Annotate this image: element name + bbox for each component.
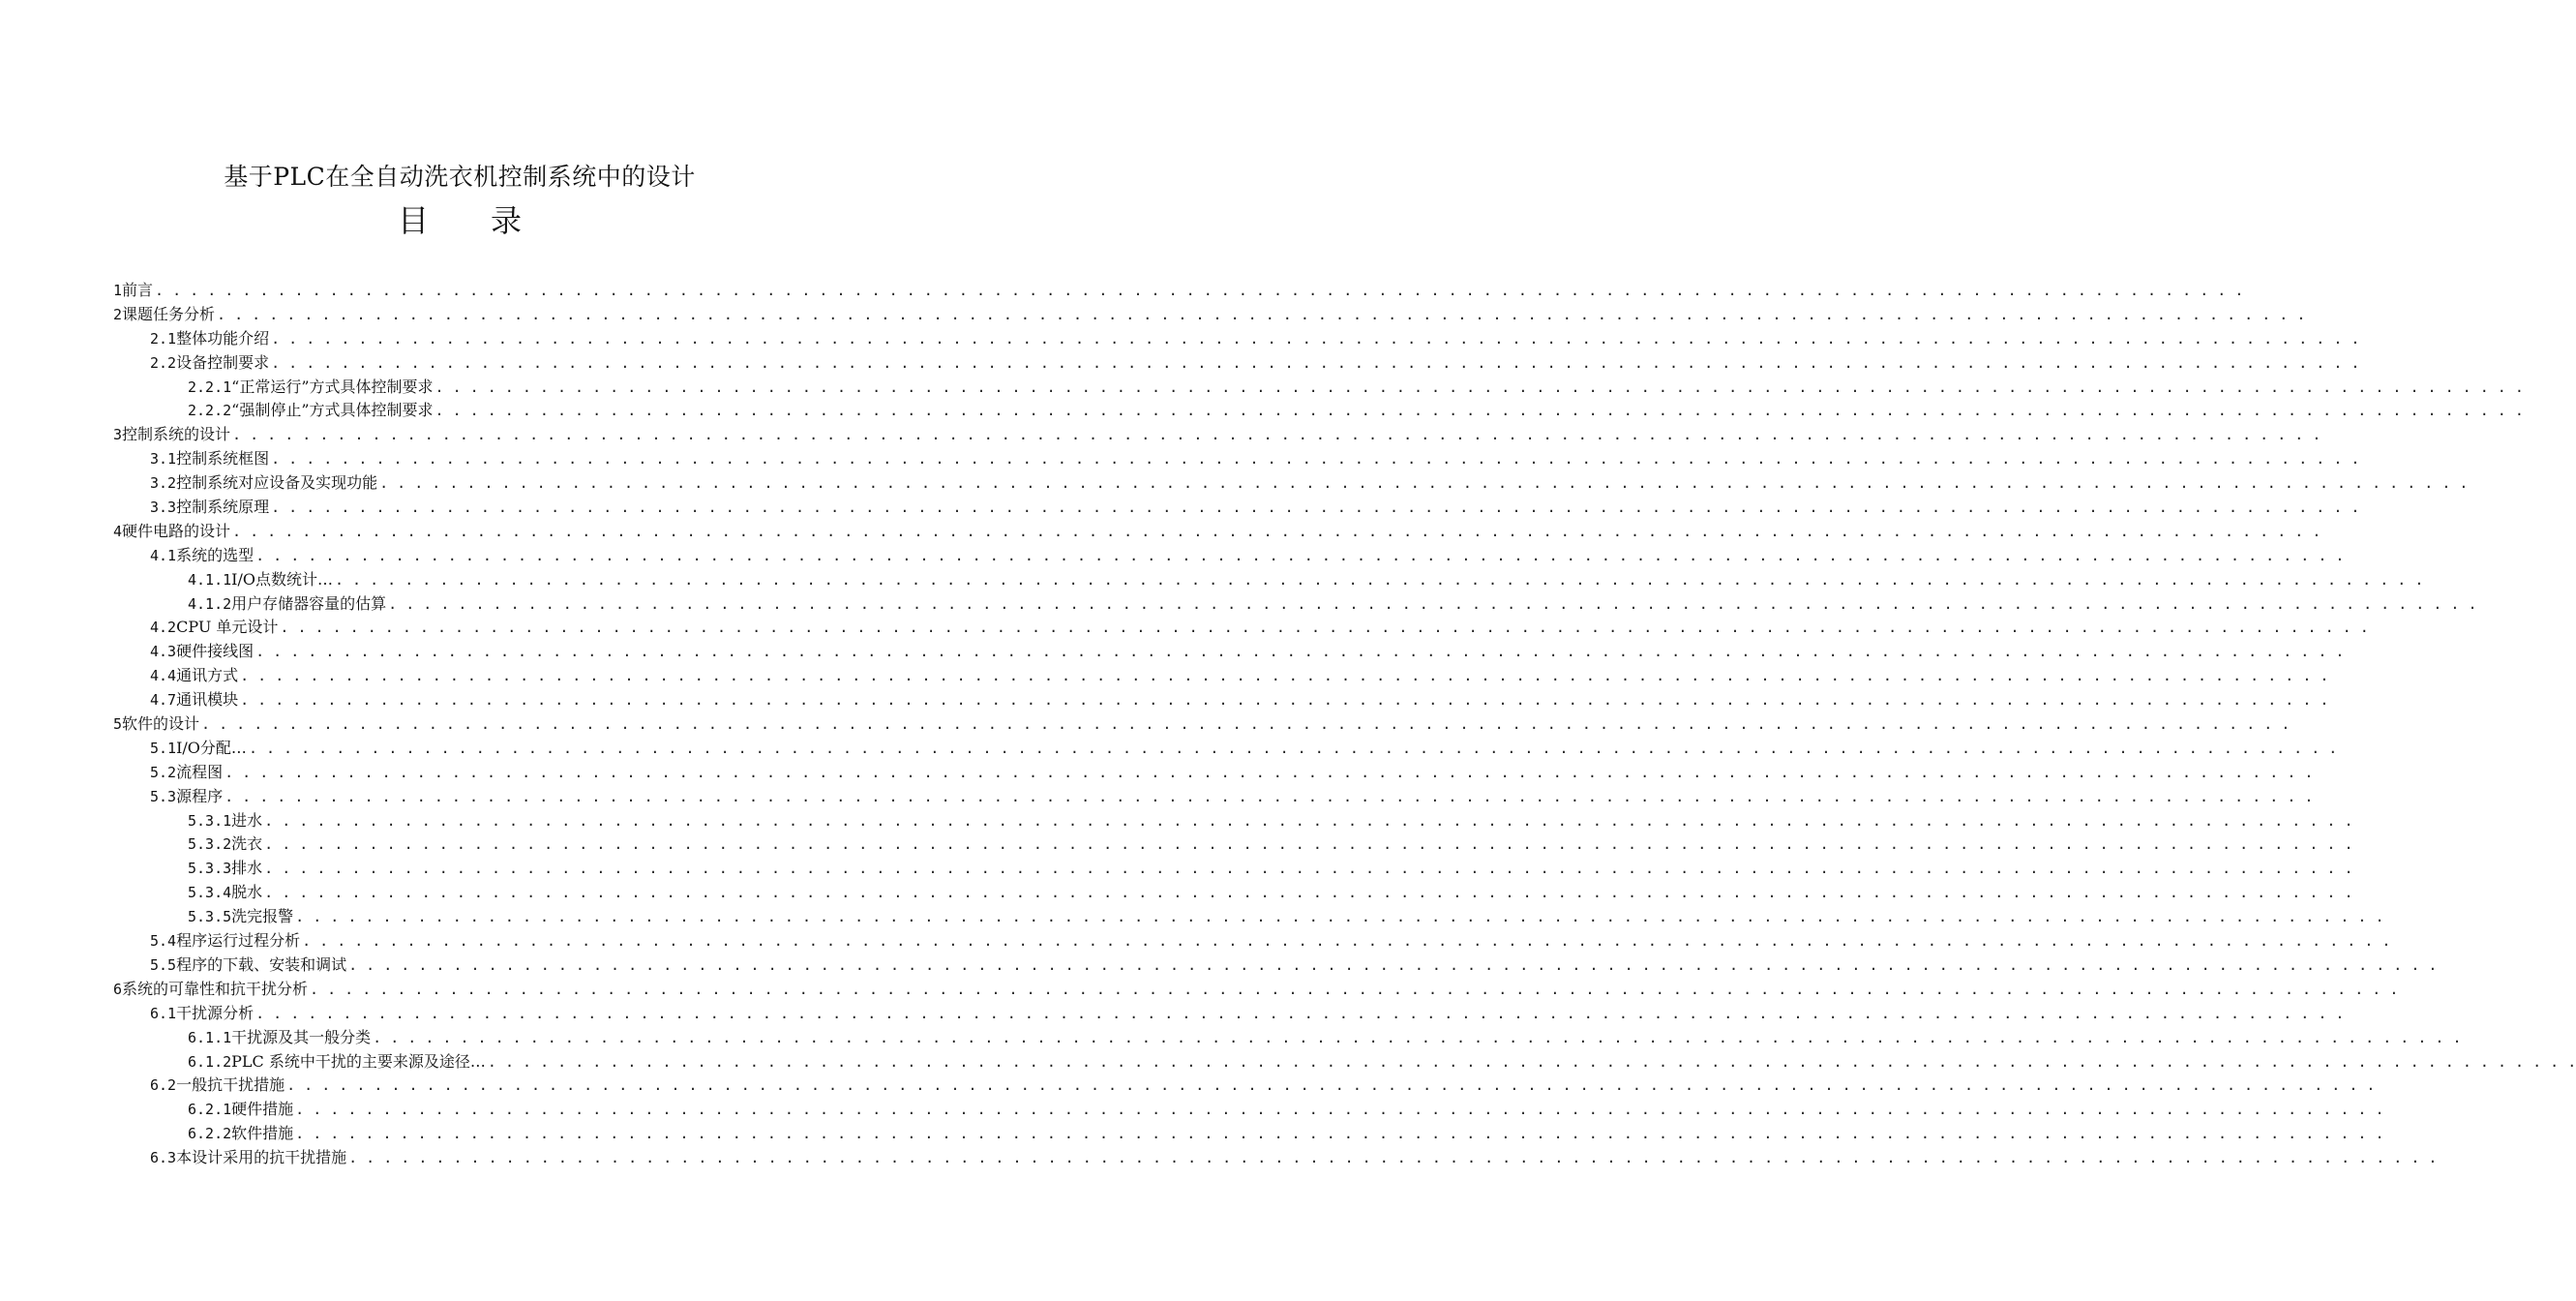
- toc-entry-number: 6.2.2: [188, 1125, 232, 1143]
- toc-dot-leader: . . . . . . . . . . . . . . . . . . . . . . . . . . . . . . . . . . . . . . . . . . . . . . . . . . . . . . . . . . . . . . . . . . . . . . . . . . . . . . . . . . . . . . . . . . . . . . . . . . . . . . . . . . . . . . . . . . . . . . . .: [264, 811, 2353, 830]
- toc-entry-number: 2.1: [150, 329, 177, 348]
- toc-dot-leader: . . . . . . . . . . . . . . . . . . . . . . . . . . . . . . . . . . . . . . . . . . . . . . . . . . . . . . . . . . . . . . . . . . . . . . . . . . . . . . . . . . . . . . . . . . . . . . . . . . . . . . . . . . . . . . . . . . . . . . . .: [225, 787, 2314, 805]
- toc-entry-number: 5.3.4: [188, 884, 232, 902]
- toc-dot-leader: . . . . . . . . . . . . . . . . . . . . . . . . . . . . . . . . . . . . . . . . . . . . . . . . . . . . . . . . . . . . . . . . . . . . . . . . . . . . . . . . . . . . . . . . . . . . . . . . . . . . . . . . . . . . . . . . . . . . . . . .: [295, 1125, 2384, 1143]
- toc-entry-title: “强制停止”方式具体控制要求: [231, 401, 434, 420]
- toc-entry[interactable]: [0, 496, 2360, 520]
- toc-dot-leader: . . . . . . . . . . . . . . . . . . . . . . . . . . . . . . . . . . . . . . . . . . . . . . . . . . . . . . . . . . . . . . . . . . . . . . . . . . . . . . . . . . . . . . . . . . . . . . . . . . . . . . . . . . . . . . . . . . . . . . . .: [232, 522, 2321, 540]
- toc-dot-leader: . . . . . . . . . . . . . . . . . . . . . . . . . . . . . . . . . . . . . . . . . . . . . . . . . . . . . . . . . . . . . . . . . . . . . . . . . . . . . . . . . . . . . . . . . . . . . . . . . . . . . . . . . . . . . . . . . . . . . . . .: [255, 546, 2345, 564]
- toc-entry-title: 控制系统的设计: [122, 425, 231, 444]
- toc-entry-title: 程序的下载、安装和调试: [176, 954, 347, 974]
- toc-entry[interactable]: [0, 857, 2353, 881]
- toc-entry-title: 控制系统框图: [176, 449, 270, 469]
- toc-entry[interactable]: [0, 423, 2321, 447]
- toc-entry-title: “正常运行”方式具体控制要求: [231, 377, 434, 396]
- toc-entry-number: 3.1: [150, 450, 177, 469]
- toc-entry-title: 硬件措施: [231, 1100, 294, 1119]
- toc-entry[interactable]: [0, 664, 2329, 688]
- toc-entry-number: 5.3.3: [188, 860, 232, 878]
- toc-entry-number: 4.2: [150, 619, 177, 637]
- toc-entry-number: 5.3.1: [188, 811, 232, 830]
- toc-entry-title: 源程序: [176, 786, 224, 805]
- toc-entry[interactable]: [0, 761, 2314, 785]
- toc-entry-number: 4.3: [150, 643, 177, 661]
- toc-entry[interactable]: [0, 737, 2338, 761]
- toc-entry-number: 5.3: [150, 787, 177, 805]
- toc-entry-number: 3.2: [150, 474, 177, 493]
- toc-entry-title: 一般抗干扰措施: [176, 1075, 285, 1095]
- table-of-contents: [0, 279, 2576, 1170]
- toc-entry-title: 系统的可靠性和抗干扰分析: [122, 979, 309, 998]
- toc-entry-title: 软件措施: [231, 1124, 294, 1143]
- toc-entry[interactable]: [0, 544, 2345, 568]
- toc-entry-number: 2.2.2: [188, 402, 232, 420]
- toc-entry-title: 硬件接线图: [176, 642, 255, 661]
- toc-dot-leader: . . . . . . . . . . . . . . . . . . . . . . . . . . . . . . . . . . . . . . . . . . . . . . . . . . . . . . . . . . . . . . . . . . . . . . . . . . . . . . . . . . . . . . . . . . . . . . . . . . . . . . . . . . . . . . . . . . . . . . . .: [434, 378, 2524, 396]
- toc-entry[interactable]: [0, 1146, 2438, 1170]
- toc-entry-number: 6.2.1: [188, 1101, 232, 1119]
- toc-entry-title: 通讯方式: [176, 666, 239, 685]
- toc-entry[interactable]: [0, 1050, 2576, 1074]
- toc-entry[interactable]: [0, 1002, 2345, 1026]
- toc-dot-leader: . . . . . . . . . . . . . . . . . . . . . . . . . . . . . . . . . . . . . . . . . . . . . . . . . . . . . . . . . . . . . . . . . . . . . . . . . . . . . . . . . . . . . . . . . . . . . . . . . . . . . . . . . . . . . . . . . . . . . . . .: [248, 739, 2338, 757]
- toc-entry[interactable]: [0, 592, 2477, 617]
- toc-entry-title: 脱水: [231, 883, 263, 902]
- toc-entry[interactable]: [0, 568, 2424, 592]
- toc-entry-number: 6.1.2: [188, 1052, 232, 1071]
- toc-entry[interactable]: [0, 303, 2306, 327]
- toc-entry-number: 2.2: [150, 353, 177, 372]
- toc-dot-leader: . . . . . . . . . . . . . . . . . . . . . . . . . . . . . . . . . . . . . . . . . . . . . . . . . . . . . . . . . . . . . . . . . . . . . . . . . . . . . . . . . . . . . . . . . . . . . . . . . . . . . . . . . . . . . . . . . . . . . . . .: [379, 474, 2469, 493]
- toc-entry-number: 3: [113, 426, 123, 444]
- toc-entry[interactable]: [0, 688, 2329, 712]
- toc-entry-title: 设备控制要求: [176, 352, 270, 372]
- toc-dot-leader: . . . . . . . . . . . . . . . . . . . . . . . . . . . . . . . . . . . . . . . . . . . . . . . . . . . . . . . . . . . . . . . . . . . . . . . . . . . . . . . . . . . . . . . . . . . . . . . . . . . . . . . . . . . . . . . . . . . . . . . .: [201, 715, 2291, 734]
- toc-entry-number: 2.2.1: [188, 378, 232, 396]
- toc-dot-leader: . . . . . . . . . . . . . . . . . . . . . . . . . . . . . . . . . . . . . . . . . . . . . . . . . . . . . . . . . . . . . . . . . . . . . . . . . . . . . . . . . . . . . . . . . . . . . . . . . . . . . . . . . . . . . . . . . . . . . . . .: [271, 450, 2360, 469]
- toc-entry-number: 5.1: [150, 739, 177, 757]
- toc-entry-number: 4: [113, 522, 123, 540]
- toc-heading-char-2: 录: [491, 202, 523, 239]
- toc-entry[interactable]: [0, 279, 2244, 303]
- toc-dot-leader: . . . . . . . . . . . . . . . . . . . . . . . . . . . . . . . . . . . . . . . . . . . . . . . . . . . . . . . . . . . . . . . . . . . . . . . . . . . . . . . . . . . . . . . . . . . . . . . . . . . . . . . . . . . . . . . . . . . . . . . .: [348, 955, 2438, 974]
- toc-entry-title: 进水: [231, 810, 263, 830]
- toc-entry[interactable]: [0, 881, 2353, 905]
- toc-entry-title: I/O点数统计…: [231, 569, 333, 589]
- toc-entry-number: 5.3.2: [188, 835, 232, 854]
- toc-dot-leader: . . . . . . . . . . . . . . . . . . . . . . . . . . . . . . . . . . . . . . . . . . . . . . . . . . . . . . . . . . . . . . . . . . . . . . . . . . . . . . . . . . . . . . . . . . . . . . . . . . . . . . . . . . . . . . . . . . . . . . . .: [271, 329, 2360, 348]
- toc-dot-leader: . . . . . . . . . . . . . . . . . . . . . . . . . . . . . . . . . . . . . . . . . . . . . . . . . . . . . . . . . . . . . . . . . . . . . . . . . . . . . . . . . . . . . . . . . . . . . . . . . . . . . . . . . . . . . . . . . . . . . . . .: [302, 932, 2391, 951]
- toc-dot-leader: . . . . . . . . . . . . . . . . . . . . . . . . . . . . . . . . . . . . . . . . . . . . . . . . . . . . . . . . . . . . . . . . . . . . . . . . . . . . . . . . . . . . . . . . . . . . . . . . . . . . . . . . . . . . . . . . . . . . . . . .: [280, 619, 2369, 637]
- toc-entry[interactable]: [0, 640, 2345, 664]
- toc-entry[interactable]: [0, 447, 2360, 471]
- toc-entry-title: CPU 单元设计: [176, 618, 279, 637]
- toc-dot-leader: . . . . . . . . . . . . . . . . . . . . . . . . . . . . . . . . . . . . . . . . . . . . . . . . . . . . . . . . . . . . . . . . . . . . . . . . . . . . . . . . . . . . . . . . . . . . . . . . . . . . . . . . . . . . . . . . . . . . . . . .: [240, 691, 2329, 710]
- toc-entry-number: 5: [113, 715, 123, 734]
- toc-entry-title: 干扰源及其一般分类: [231, 1027, 372, 1046]
- toc-entry[interactable]: [0, 832, 2353, 857]
- toc-entry[interactable]: [0, 809, 2353, 833]
- toc-entry-number: 6.3: [150, 1149, 177, 1167]
- toc-entry[interactable]: [0, 327, 2360, 351]
- toc-entry[interactable]: [0, 1098, 2384, 1122]
- toc-dot-leader: . . . . . . . . . . . . . . . . . . . . . . . . . . . . . . . . . . . . . . . . . . . . . . . . . . . . . . . . . . . . . . . . . . . . . . . . . . . . . . . . . . . . . . . . . . . . . . . . . . . . . . . . . . . . . . . . . . . . . . . .: [232, 426, 2321, 444]
- toc-dot-leader: . . . . . . . . . . . . . . . . . . . . . . . . . . . . . . . . . . . . . . . . . . . . . . . . . . . . . . . . . . . . . . . . . . . . . . . . . . . . . . . . . . . . . . . . . . . . . . . . . . . . . . . . . . . . . . . . . . . . . . . .: [255, 1004, 2345, 1022]
- toc-entry-number: 1: [113, 282, 123, 299]
- toc-dot-leader: . . . . . . . . . . . . . . . . . . . . . . . . . . . . . . . . . . . . . . . . . . . . . . . . . . . . . . . . . . . . . . . . . . . . . . . . . . . . . . . . . . . . . . . . . . . . . . . . . . . . . . . . . . . . . . . . . . . . . . . .: [255, 643, 2345, 661]
- toc-entry-title: I/O分配…: [176, 738, 247, 757]
- toc-entry[interactable]: [0, 616, 2369, 640]
- toc-entry-number: 6: [113, 980, 123, 998]
- toc-entry-title: 通讯模块: [176, 690, 239, 710]
- toc-entry-title: 排水: [231, 859, 263, 878]
- toc-entry[interactable]: [0, 471, 2469, 496]
- toc-entry-title: 整体功能介绍: [176, 328, 270, 348]
- toc-dot-leader: . . . . . . . . . . . . . . . . . . . . . . . . . . . . . . . . . . . . . . . . . . . . . . . . . . . . . . . . . . . . . . . . . . . . . . . . . . . . . . . . . . . . . . . . . . . . . . . . . . . . . . . . . . . . . . . . . . . . . . . .: [348, 1149, 2438, 1167]
- toc-entry-number: 4.4: [150, 667, 177, 685]
- toc-dot-leader: . . . . . . . . . . . . . . . . . . . . . . . . . . . . . . . . . . . . . . . . . . . . . . . . . . . . . . . . . . . . . . . . . . . . . . . . . . . . . . . . . . . . . . . . . . . . . . . . . . . . . . . . . . . . . . . . . . . . . . . .: [271, 499, 2360, 517]
- toc-dot-leader: . . . . . . . . . . . . . . . . . . . . . . . . . . . . . . . . . . . . . . . . . . . . . . . . . . . . . . . . . . . . . . . . . . . . . . . . . . . . . . . . . . . . . . . . . . . . . . . . . . . . . . . . . . . . . . . . . . . . . . . .: [487, 1052, 2576, 1071]
- toc-entry[interactable]: [0, 785, 2314, 809]
- toc-dot-leader: . . . . . . . . . . . . . . . . . . . . . . . . . . . . . . . . . . . . . . . . . . . . . . . . . . . . . . . . . . . . . . . . . . . . . . . . . . . . . . . . . . . . . . . . . . . . . . . . . . . . . . . . . . . . . . . . . . . . . . . .: [335, 570, 2424, 589]
- toc-dot-leader: . . . . . . . . . . . . . . . . . . . . . . . . . . . . . . . . . . . . . . . . . . . . . . . . . . . . . . . . . . . . . . . . . . . . . . . . . . . . . . . . . . . . . . . . . . . . . . . . . . . . . . . . . . . . . . . . . . . . . . . .: [310, 980, 2399, 998]
- toc-dot-leader: . . . . . . . . . . . . . . . . . . . . . . . . . . . . . . . . . . . . . . . . . . . . . . . . . . . . . . . . . . . . . . . . . . . . . . . . . . . . . . . . . . . . . . . . . . . . . . . . . . . . . . . . . . . . . . . . . . . . . . . .: [264, 884, 2353, 902]
- toc-dot-leader: . . . . . . . . . . . . . . . . . . . . . . . . . . . . . . . . . . . . . . . . . . . . . . . . . . . . . . . . . . . . . . . . . . . . . . . . . . . . . . . . . . . . . . . . . . . . . . . . . . . . . . . . . . . . . . . . . . . . . . . .: [373, 1028, 2462, 1046]
- document-title: 基于PLC在全自动洗衣机控制系统中的设计: [224, 163, 696, 191]
- toc-entry-number: 4.1.2: [188, 594, 232, 613]
- toc-entry[interactable]: [0, 1026, 2462, 1050]
- toc-entry-number: 4.1.1: [188, 570, 232, 589]
- toc-dot-leader: . . . . . . . . . . . . . . . . . . . . . . . . . . . . . . . . . . . . . . . . . . . . . . . . . . . . . . . . . . . . . . . . . . . . . . . . . . . . . . . . . . . . . . . . . . . . . . . . . . . . . . . . . . . . . . . . . . . . . . . .: [388, 594, 2477, 613]
- toc-dot-leader: . . . . . . . . . . . . . . . . . . . . . . . . . . . . . . . . . . . . . . . . . . . . . . . . . . . . . . . . . . . . . . . . . . . . . . . . . . . . . . . . . . . . . . . . . . . . . . . . . . . . . . . . . . . . . . . . . . . . . . . .: [155, 282, 2244, 299]
- toc-entry[interactable]: [0, 520, 2321, 544]
- toc-dot-leader: . . . . . . . . . . . . . . . . . . . . . . . . . . . . . . . . . . . . . . . . . . . . . . . . . . . . . . . . . . . . . . . . . . . . . . . . . . . . . . . . . . . . . . . . . . . . . . . . . . . . . . . . . . . . . . . . . . . . . . . .: [271, 353, 2360, 372]
- toc-entry-title: 控制系统对应设备及实现功能: [176, 473, 378, 493]
- toc-entry-title: 洗完报警: [231, 907, 294, 926]
- toc-entry-number: 3.3: [150, 499, 177, 517]
- toc-dot-leader: . . . . . . . . . . . . . . . . . . . . . . . . . . . . . . . . . . . . . . . . . . . . . . . . . . . . . . . . . . . . . . . . . . . . . . . . . . . . . . . . . . . . . . . . . . . . . . . . . . . . . . . . . . . . . . . . . . . . . . . .: [295, 1101, 2384, 1119]
- toc-dot-leader: . . . . . . . . . . . . . . . . . . . . . . . . . . . . . . . . . . . . . . . . . . . . . . . . . . . . . . . . . . . . . . . . . . . . . . . . . . . . . . . . . . . . . . . . . . . . . . . . . . . . . . . . . . . . . . . . . . . . . . . .: [434, 402, 2524, 420]
- toc-entry-title: 用户存储器容量的估算: [231, 593, 387, 613]
- toc-entry[interactable]: [0, 953, 2438, 978]
- toc-entry-title: 课题任务分析: [122, 304, 216, 323]
- toc-entry-number: 5.2: [150, 763, 177, 781]
- toc-dot-leader: . . . . . . . . . . . . . . . . . . . . . . . . . . . . . . . . . . . . . . . . . . . . . . . . . . . . . . . . . . . . . . . . . . . . . . . . . . . . . . . . . . . . . . . . . . . . . . . . . . . . . . . . . . . . . . . . . . . . . . . .: [240, 667, 2329, 685]
- toc-entry-title: 软件的设计: [122, 714, 200, 734]
- toc-entry[interactable]: [0, 399, 2524, 423]
- toc-entry-number: 4.1: [150, 546, 177, 564]
- toc-entry[interactable]: [0, 351, 2360, 376]
- toc-heading: [0, 197, 919, 241]
- toc-entry-title: 本设计采用的抗干扰措施: [176, 1148, 347, 1167]
- toc-entry-number: 5.5: [150, 955, 177, 974]
- toc-dot-leader: . . . . . . . . . . . . . . . . . . . . . . . . . . . . . . . . . . . . . . . . . . . . . . . . . . . . . . . . . . . . . . . . . . . . . . . . . . . . . . . . . . . . . . . . . . . . . . . . . . . . . . . . . . . . . . . . . . . . . . . .: [295, 908, 2384, 926]
- toc-entry-number: 6.2: [150, 1076, 177, 1095]
- toc-entry-number: 6.1.1: [188, 1028, 232, 1046]
- toc-entry[interactable]: [0, 1122, 2384, 1146]
- toc-dot-leader: . . . . . . . . . . . . . . . . . . . . . . . . . . . . . . . . . . . . . . . . . . . . . . . . . . . . . . . . . . . . . . . . . . . . . . . . . . . . . . . . . . . . . . . . . . . . . . . . . . . . . . . . . . . . . . . . . . . . . . . .: [264, 860, 2353, 878]
- toc-entry[interactable]: [0, 929, 2391, 953]
- toc-entry-title: 流程图: [176, 762, 224, 781]
- toc-entry[interactable]: [0, 978, 2399, 1002]
- toc-entry[interactable]: [0, 1074, 2376, 1098]
- toc-entry-title: 系统的选型: [176, 545, 255, 564]
- toc-entry-title: 洗衣: [231, 834, 263, 854]
- toc-entry-number: 5.3.5: [188, 908, 232, 926]
- toc-dot-leader: . . . . . . . . . . . . . . . . . . . . . . . . . . . . . . . . . . . . . . . . . . . . . . . . . . . . . . . . . . . . . . . . . . . . . . . . . . . . . . . . . . . . . . . . . . . . . . . . . . . . . . . . . . . . . . . . . . . . . . . .: [264, 835, 2353, 854]
- toc-dot-leader: . . . . . . . . . . . . . . . . . . . . . . . . . . . . . . . . . . . . . . . . . . . . . . . . . . . . . . . . . . . . . . . . . . . . . . . . . . . . . . . . . . . . . . . . . . . . . . . . . . . . . . . . . . . . . . . . . . . . . . . .: [286, 1076, 2376, 1095]
- toc-entry[interactable]: [0, 905, 2384, 929]
- toc-entry-title: 硬件电路的设计: [122, 521, 231, 540]
- toc-entry-title: 干扰源分析: [176, 1003, 255, 1022]
- toc-entry-number: 2: [113, 305, 123, 323]
- toc-entry[interactable]: [0, 712, 2291, 737]
- toc-entry-number: 5.4: [150, 932, 177, 951]
- toc-dot-leader: . . . . . . . . . . . . . . . . . . . . . . . . . . . . . . . . . . . . . . . . . . . . . . . . . . . . . . . . . . . . . . . . . . . . . . . . . . . . . . . . . . . . . . . . . . . . . . . . . . . . . . . . . . . . . . . . . . . . . . . .: [217, 305, 2306, 323]
- toc-entry-title: 程序运行过程分析: [176, 931, 301, 951]
- toc-entry-number: 6.1: [150, 1004, 177, 1022]
- toc-dot-leader: . . . . . . . . . . . . . . . . . . . . . . . . . . . . . . . . . . . . . . . . . . . . . . . . . . . . . . . . . . . . . . . . . . . . . . . . . . . . . . . . . . . . . . . . . . . . . . . . . . . . . . . . . . . . . . . . . . . . . . . .: [225, 763, 2314, 781]
- toc-heading-char-1: 目: [397, 202, 429, 239]
- toc-entry[interactable]: [0, 376, 2524, 400]
- toc-entry-title: 前言: [122, 281, 154, 299]
- toc-entry-title: 控制系统原理: [176, 498, 270, 517]
- toc-entry-number: 4.7: [150, 691, 177, 710]
- toc-entry-title: PLC 系统中干扰的主要来源及途径…: [231, 1051, 486, 1071]
